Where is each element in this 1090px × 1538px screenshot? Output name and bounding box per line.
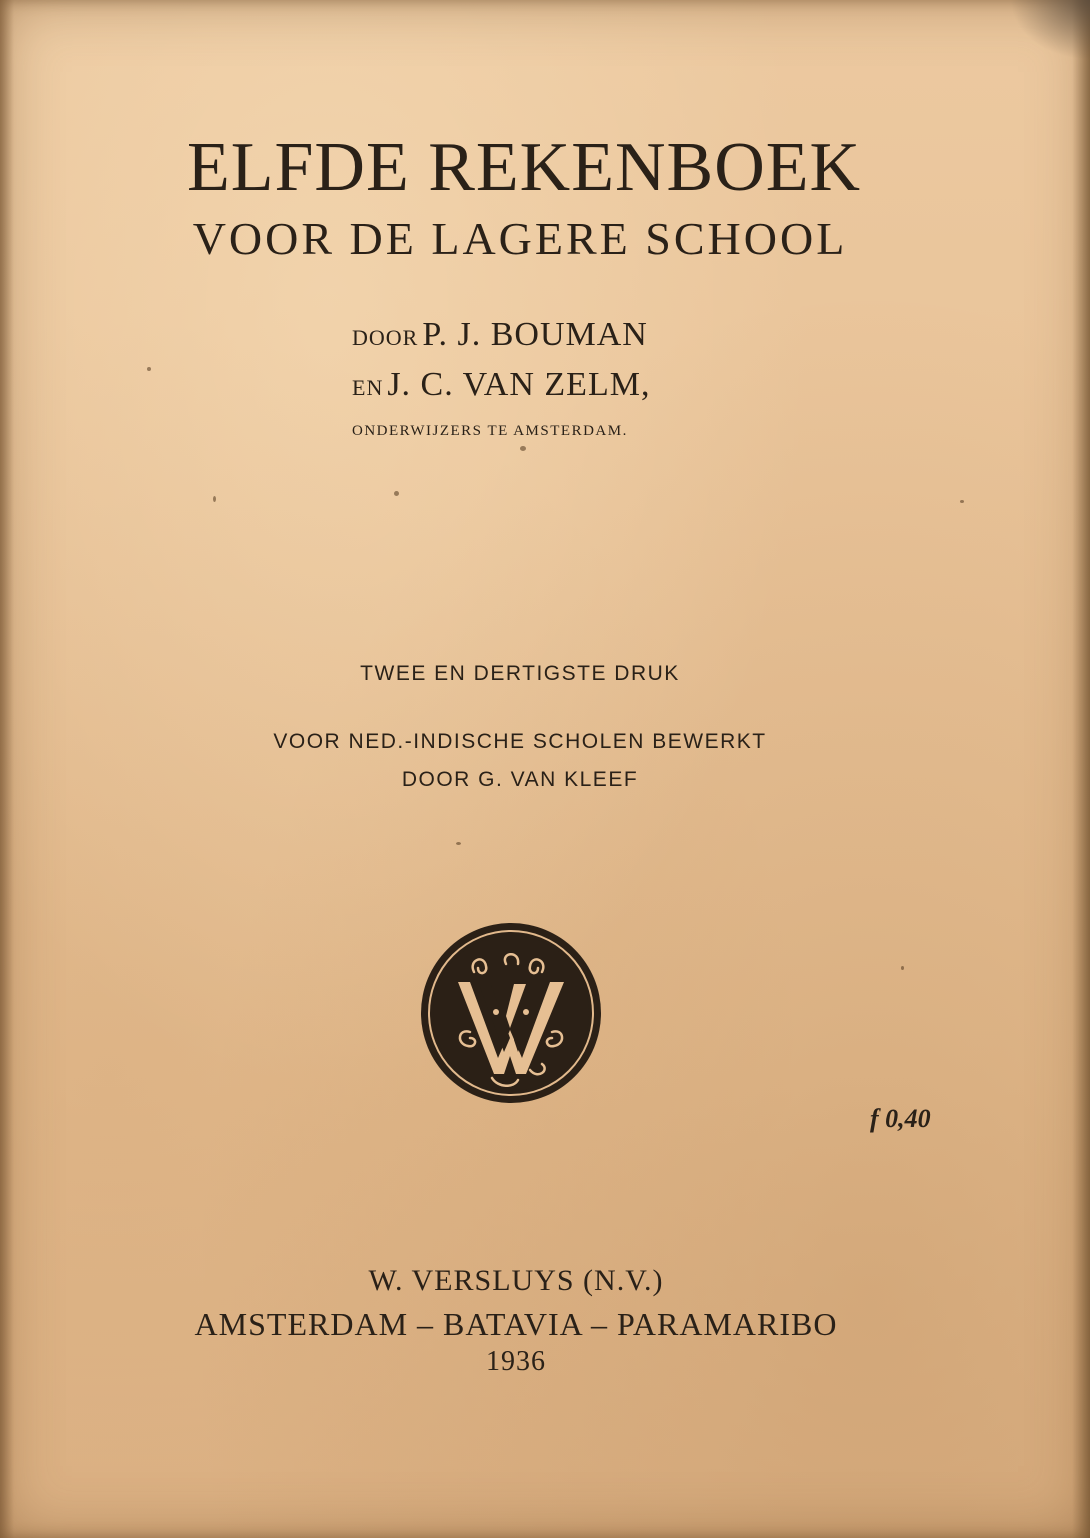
paper-wear-corner xyxy=(1010,0,1090,60)
paper-speck xyxy=(147,367,151,371)
author-name-bouman: P. J. BOUMAN xyxy=(422,316,648,353)
paper-speck xyxy=(394,491,399,496)
edition-line: TWEE EN DERTIGSTE DRUK xyxy=(360,662,680,685)
author-prefix-door: DOOR xyxy=(352,325,419,350)
paper-speck xyxy=(456,842,461,845)
publisher-name: W. VERSLUYS (N.V.) xyxy=(368,1264,664,1297)
author-line-1 xyxy=(352,318,648,352)
book-title: ELFDE REKENBOEK xyxy=(186,129,862,206)
adaptation-line: VOOR NED.-INDISCHE SCHOLEN BEWERKT xyxy=(273,730,767,753)
author-line-2 xyxy=(352,368,650,402)
price-label: f 0,40 xyxy=(870,1104,931,1133)
paper-edge-right xyxy=(1072,0,1090,1538)
book-subtitle: VOOR DE LAGERE SCHOOL xyxy=(192,213,848,264)
paper-speck xyxy=(901,966,904,970)
paper-speck xyxy=(960,500,964,503)
author-occupation: ONDERWIJZERS TE AMSTERDAM. xyxy=(352,423,628,439)
paper-speck xyxy=(213,496,216,502)
publication-year: 1936 xyxy=(486,1346,546,1377)
publisher-cities: AMSTERDAM – BATAVIA – PARAMARIBO xyxy=(194,1306,838,1342)
adapter-line: DOOR G. VAN KLEEF xyxy=(401,768,639,791)
paper-speck xyxy=(520,446,526,451)
author-prefix-en: EN xyxy=(352,375,384,400)
publisher-logo-icon xyxy=(418,920,604,1106)
author-name-van-zelm: J. C. VAN ZELM, xyxy=(387,366,651,403)
